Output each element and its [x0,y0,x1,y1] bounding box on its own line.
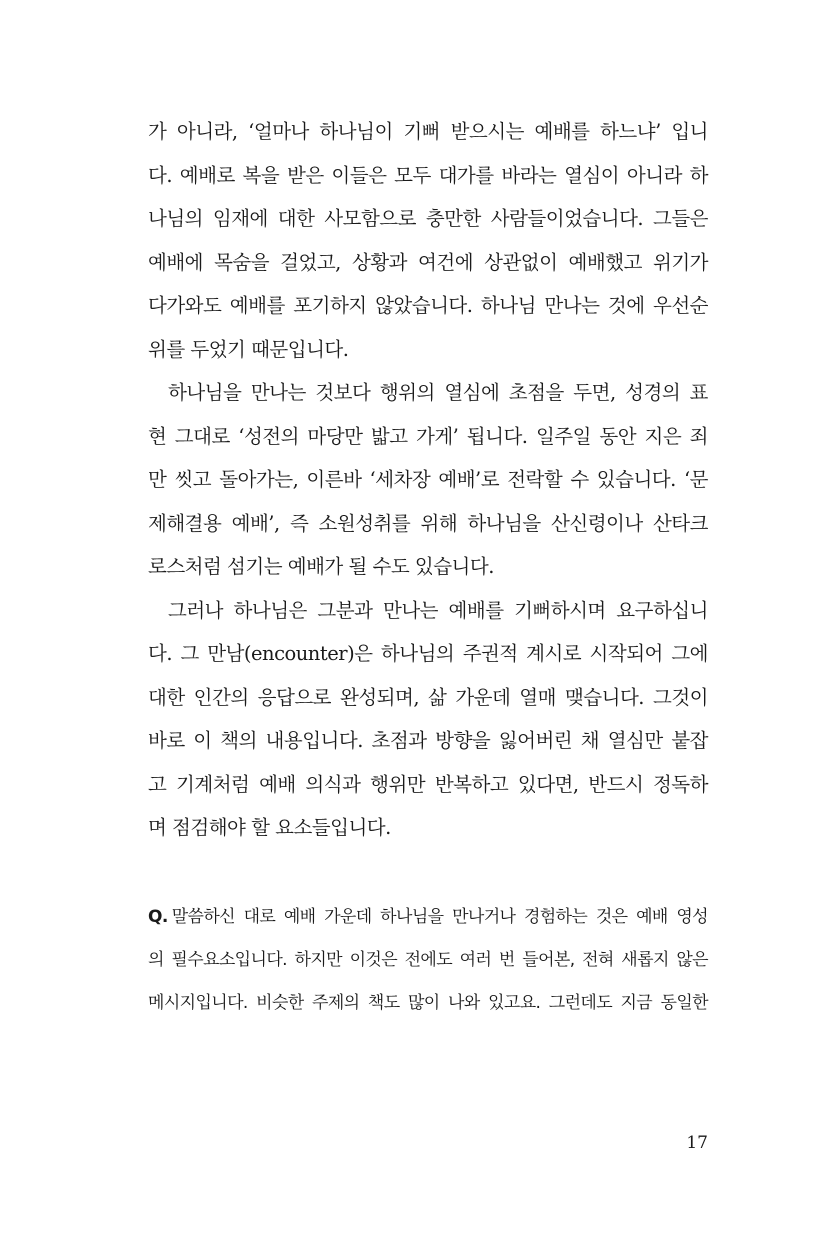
text-line: 위를 두었기 때문입니다. [148,337,349,361]
question-text: 말씀하신 대로 예배 가운데 하나님을 만나거나 경험하는 것은 예배 영성 [171,907,708,927]
text-line: 로스처럼 섬기는 예배가 될 수도 있습니다. [148,555,494,578]
text-line: 다. 그 만남(encounter)은 하나님의 주권적 계시로 시작되어 그에 [148,642,708,665]
text-line: 다. 예배로 복을 받은 이들은 모두 대가를 바라는 열심이 아니라 하 [148,163,708,187]
paragraph-3 [148,589,708,850]
question-line [148,896,708,939]
question-line: 메시지입니다. 비슷한 주제의 책도 많이 나와 있고요. 그런데도 지금 동일한 [148,993,708,1013]
text-line: 예배에 목숨을 걸었고, 상황과 여건에 상관없이 예배했고 위기가 [148,250,708,274]
text-line: 그러나 하나님은 그분과 만나는 예배를 기뻐하시며 요구하십니 [168,598,708,622]
paragraph-1 [148,110,708,371]
question-marker: Q. [148,907,168,927]
text-line: 나님의 임재에 대한 사모함으로 충만한 사람들이었습니다. 그들은 [148,207,708,230]
text-line: 제해결용 예배’, 즉 소원성취를 위해 하나님을 산신령이나 산타크 [148,511,708,535]
text-line: 대한 인간의 응답으로 완성되며, 삶 가운데 열매 맺습니다. 그것이 [148,685,708,709]
text-line: 하나님을 만나는 것보다 행위의 열심에 초점을 두면, 성경의 표 [168,381,708,404]
text-line: 현 그대로 ‘성전의 마당만 밟고 가게’ 됩니다. 일주일 동안 지은 죄 [148,424,708,448]
text-line: 며 점검해야 할 요소들입니다. [148,816,391,839]
body-text-block [148,110,708,850]
text-line: 고 기계처럼 예배 의식과 행위만 반복하고 있다면, 반드시 정독하 [148,772,708,796]
page-number: 17 [686,1133,708,1153]
text-line: 가 아니라, ‘얼마나 하나님이 기뻐 받으시는 예배를 하느냐’ 입니 [148,120,708,143]
text-line: 만 씻고 돌아가는, 이른바 ‘세차장 예배’로 전락할 수 있습니다. ‘문 [148,468,708,491]
text-line: 바로 이 책의 내용입니다. 초점과 방향을 잃어버린 채 열심만 붙잡 [148,729,708,752]
text-line: 다가와도 예배를 포기하지 않았습니다. 하나님 만나는 것에 우선순 [148,294,708,317]
question-block [148,896,708,1025]
question-line: 의 필수요소입니다. 하지만 이것은 전에도 여러 번 들어본, 전혀 새롭지 않은 [148,950,708,970]
paragraph-2 [148,371,708,589]
